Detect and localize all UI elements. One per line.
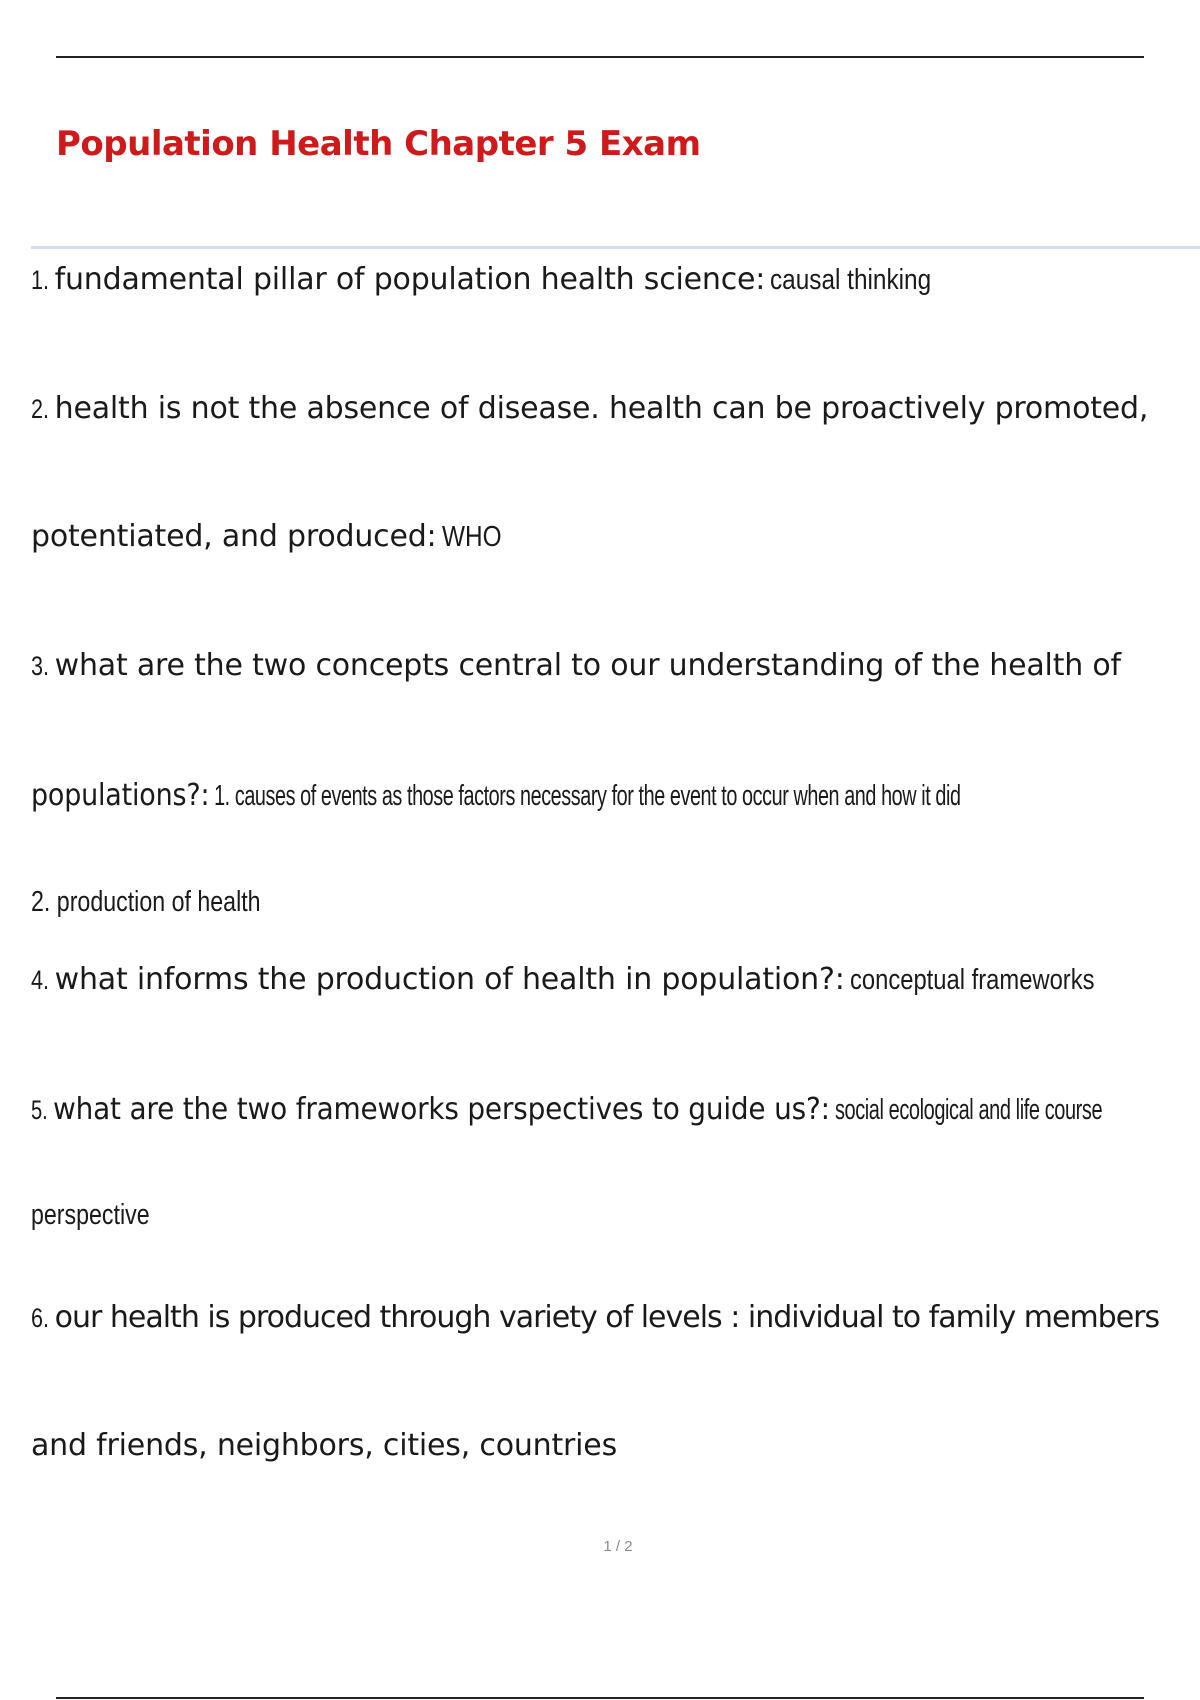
item-question: what are the two frameworks perspectives to guide us?: <box>52 1092 830 1127</box>
item-number: 1. <box>31 265 50 295</box>
item-question-line1: health is not the absence of disease. health can be proactively promoted, <box>54 391 1149 426</box>
list-item-6 <box>31 1300 1160 1335</box>
item-answer: causal thinking <box>770 264 932 296</box>
item-number: 6. <box>31 1303 50 1333</box>
item-question-line2: populations?: <box>31 778 210 813</box>
list-item-1 <box>31 262 962 297</box>
item-question-line2: potentiated, and produced: <box>31 519 437 554</box>
item-answer-line1: social ecological and life course <box>834 1094 1102 1126</box>
item-number: 3. <box>31 651 50 681</box>
list-item-5 <box>31 1092 1196 1127</box>
item-number: 4. <box>31 965 50 995</box>
item-number: 5. <box>31 1095 48 1125</box>
item-question-line1: our health is produced through variety of levels : individual to family members <box>54 1300 1160 1335</box>
list-item-3-answer-continued <box>31 888 318 917</box>
list-item-3-continued <box>31 778 1196 813</box>
item-answer: conceptual frameworks <box>849 964 1095 996</box>
page-number: 1 / 2 <box>603 1538 633 1555</box>
item-number: 2. <box>31 394 50 424</box>
item-answer-line1: 1. causes of events as those factors necessary for the event to occur when and how it did <box>213 780 961 812</box>
bottom-rule <box>56 1697 1144 1699</box>
item-answer: WHO <box>441 521 502 553</box>
title-divider <box>31 246 1200 249</box>
list-item-6-continued <box>31 1428 617 1463</box>
list-item-2-continued <box>31 519 512 554</box>
item-answer-line2: perspective <box>31 1199 150 1231</box>
item-question-line1: what are the two concepts central to our understanding of the health of <box>54 648 1121 683</box>
item-question: what informs the production of health in population?: <box>54 962 845 997</box>
list-item-2 <box>31 391 1149 426</box>
list-item-3 <box>31 648 1121 683</box>
document-title: Population Health Chapter 5 Exam <box>56 124 701 164</box>
list-item-5-answer-continued <box>31 1201 179 1230</box>
list-item-4 <box>31 962 1148 997</box>
top-rule <box>56 56 1144 58</box>
item-question-line2: and friends, neighbors, cities, countries <box>31 1428 617 1463</box>
item-question: fundamental pillar of population health science: <box>54 262 766 297</box>
item-answer-line2: 2. production of health <box>31 886 261 918</box>
